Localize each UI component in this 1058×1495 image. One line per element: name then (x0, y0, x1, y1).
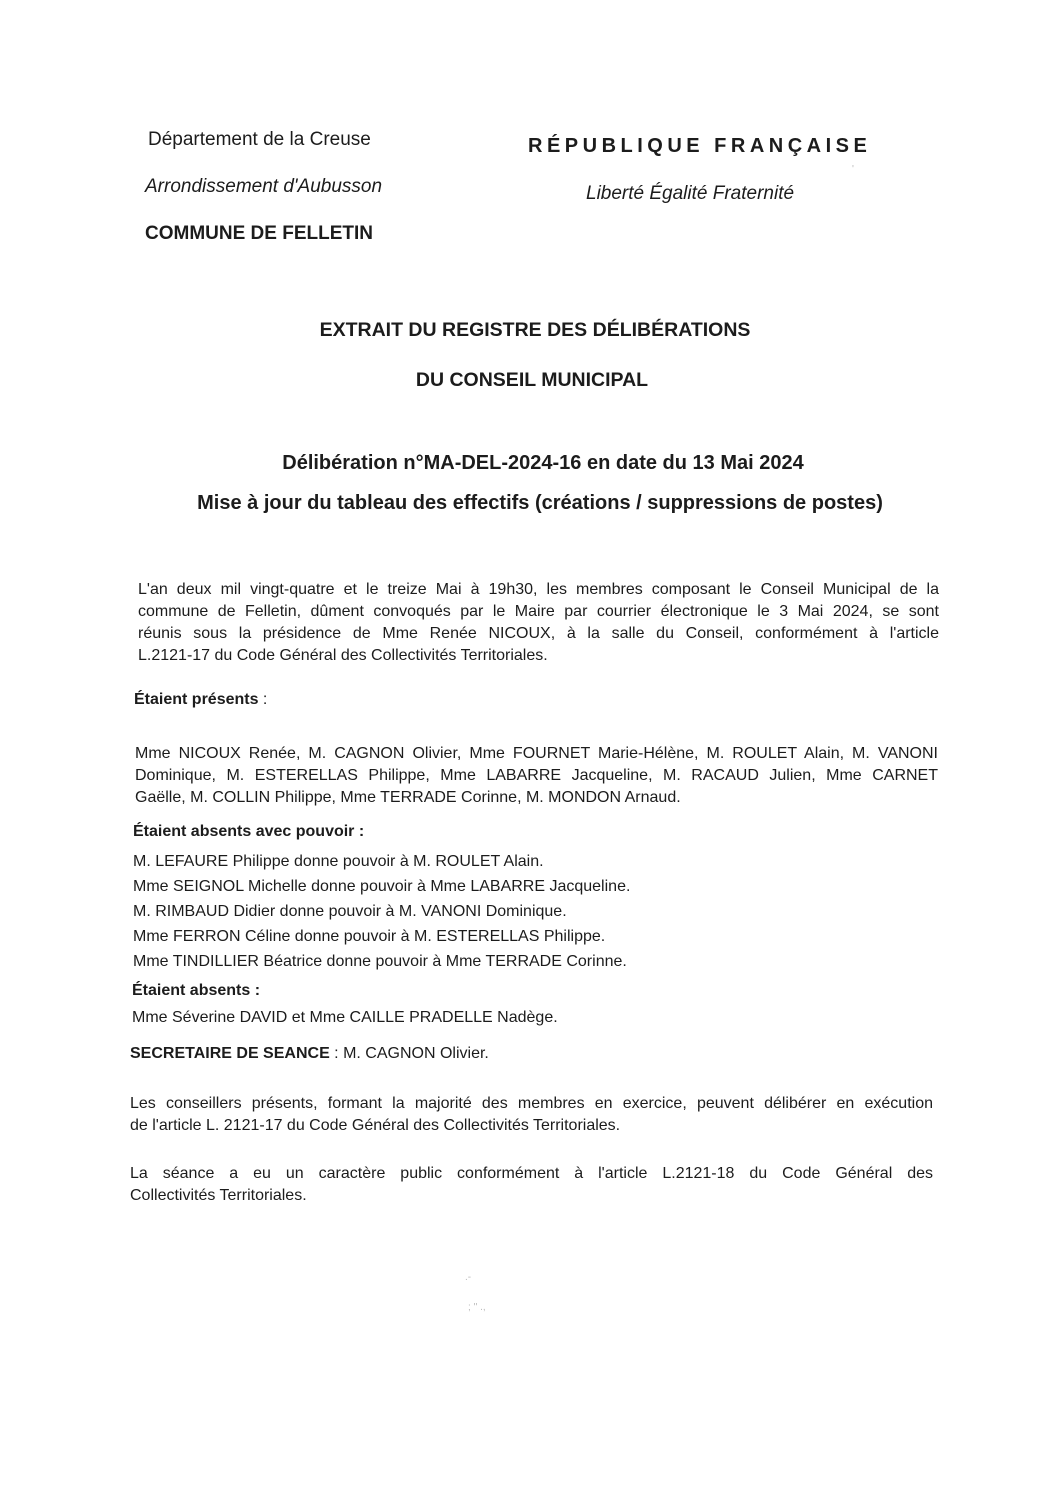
presents-line: Gaëlle, M. COLLIN Philippe, Mme TERRADE Corinne, M. MONDON Arnaud. (135, 789, 681, 806)
proxy-line: Mme SEIGNOL Michelle donne pouvoir à Mme LABARRE Jacqueline. (133, 878, 631, 895)
deliberation-subject: Mise à jour du tableau des effectifs (créations / suppressions de postes) (197, 492, 883, 514)
scan-speck: .- (465, 1272, 472, 1283)
intro-line: commune de Felletin, dûment convoqués par le Maire par courrier électronique le 3 Mai 2024, se sont (138, 603, 939, 620)
proxy-line: Mme TINDILLIER Béatrice donne pouvoir à Mme TERRADE Corinne. (133, 953, 627, 970)
scan-speck: ; '' ., (468, 1302, 486, 1313)
proxy-line: M. LEFAURE Philippe donne pouvoir à M. ROULET Alain. (133, 853, 544, 870)
secretaire-label: SECRETAIRE DE SEANCE (130, 1045, 330, 1062)
public-line: La séance a eu un caractère public conformément à l'article L.2121-18 du Code Général des (130, 1165, 933, 1182)
public-paragraph (130, 1163, 933, 1207)
intro-paragraph (138, 579, 939, 667)
absents-line: Mme Séverine DAVID et Mme CAILLE PRADELLE Nadège. (132, 1009, 558, 1026)
public-line: Collectivités Territoriales. (130, 1187, 307, 1204)
absents-pouvoir-list (133, 849, 630, 974)
absents-label: Étaient absents : (132, 982, 261, 999)
departement-label: Département de la Creuse (148, 129, 371, 150)
presents-line: Mme NICOUX Renée, M. CAGNON Olivier, Mme FOURNET Marie-Hélène, M. ROULET Alain, M. VANONI (135, 745, 938, 762)
intro-line: réunis sous la présidence de Mme Renée NICOUX, à la salle du Conseil, conformément à l'article (138, 625, 939, 642)
proxy-line: M. RIMBAUD Didier donne pouvoir à M. VANONI Dominique. (133, 903, 567, 920)
intro-line: L'an deux mil vingt-quatre et le treize Mai à 19h30, les membres composant le Conseil Municipal de la (138, 581, 939, 598)
scan-speck: ' (852, 164, 854, 175)
presents-label: Étaient présents (134, 691, 259, 708)
republique-label: RÉPUBLIQUE FRANÇAISE (528, 135, 872, 157)
presents-line: Dominique, M. ESTERELLAS Philippe, Mme LABARRE Jacqueline, M. RACAUD Julien, Mme CARNET (135, 767, 938, 784)
quorum-line: Les conseillers présents, formant la majorité des membres en exercice, peuvent délibérer en exécution (130, 1095, 933, 1112)
deliberation-number: Délibération n°MA-DEL-2024-16 en date du 13 Mai 2024 (282, 452, 804, 474)
secretaire-line (130, 1043, 489, 1065)
devise-label: Liberté Égalité Fraternité (586, 183, 795, 204)
intro-line: L.2121-17 du Code Général des Collectivités Territoriales. (138, 647, 548, 664)
presents-colon: : (258, 691, 268, 708)
proxy-line: Mme FERRON Céline donne pouvoir à M. ESTERELLAS Philippe. (133, 928, 606, 945)
arrondissement-label: Arrondissement d'Aubusson (145, 176, 383, 197)
council-title: DU CONSEIL MUNICIPAL (415, 369, 649, 391)
secretaire-value: : M. CAGNON Olivier. (329, 1045, 489, 1062)
register-title: EXTRAIT DU REGISTRE DES DÉLIBÉRATIONS (319, 319, 751, 341)
commune-label: COMMUNE DE FELLETIN (145, 223, 373, 244)
quorum-paragraph (130, 1093, 933, 1137)
presents-list (135, 743, 938, 809)
presents-heading (134, 691, 267, 709)
quorum-line: de l'article L. 2121-17 du Code Général des Collectivités Territoriales. (130, 1117, 621, 1134)
absents-pouvoir-label: Étaient absents avec pouvoir : (133, 823, 365, 840)
